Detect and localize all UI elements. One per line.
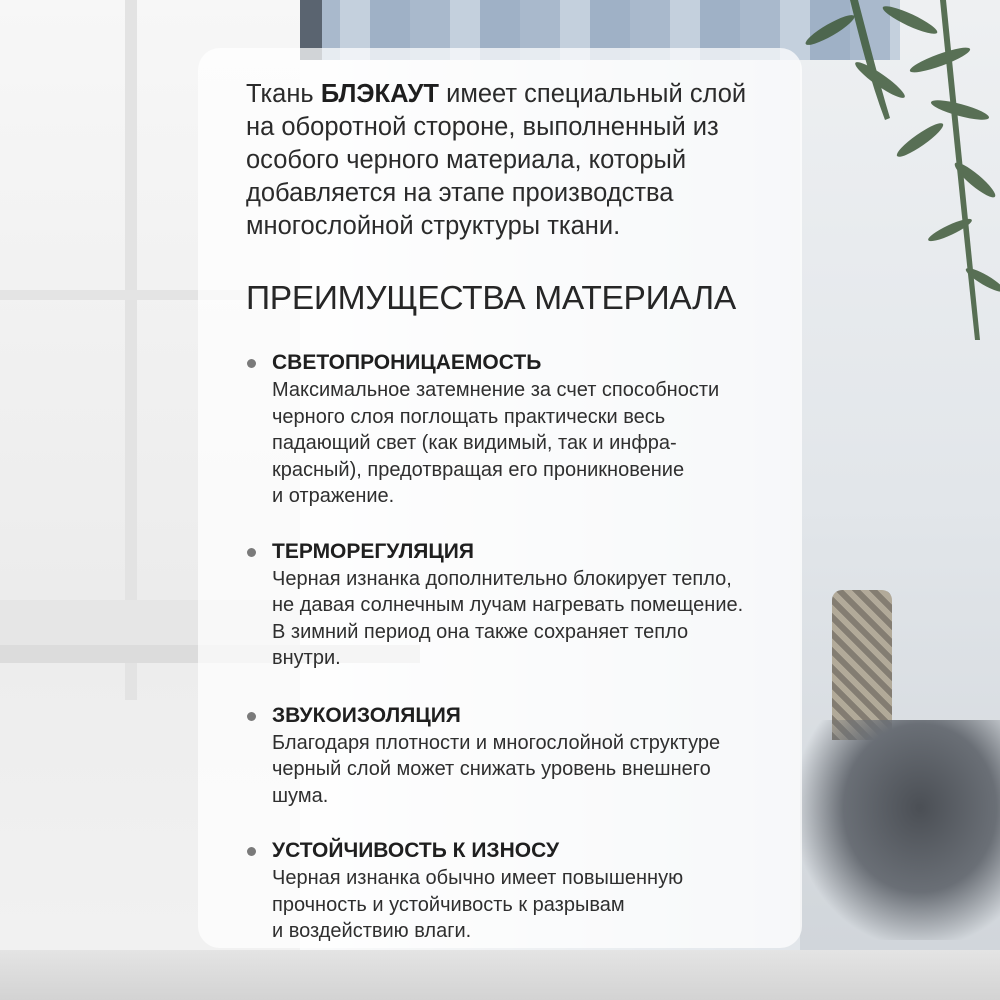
window-frame — [125, 0, 137, 700]
feature-title: ТЕРМОРЕГУЛЯЦИЯ — [272, 539, 474, 563]
bullet-icon — [247, 548, 256, 557]
intro-highlight: БЛЭКАУТ — [320, 80, 439, 108]
feature-description: Максимальное затемнение за счет способности черного слоя поглощать практически весь падающий свет (как видимый, так и инфра- красный), предотвращая его проникновение и отражение. — [272, 379, 720, 507]
bullet-icon — [247, 847, 256, 856]
feature-title: УСТОЙЧИВОСТЬ К ИЗНОСУ — [272, 839, 560, 862]
intro-body: имеет специальный слой на оборотной стороне, выполненный из особого черного материала, который добавляется на этапе производства многослойной структуры ткани. — [246, 80, 747, 240]
features-list — [246, 349, 758, 945]
feature-description: Черная изнанка обычно имеет повышенную прочность и устойчивость к разрывам и воздействию влаги. — [272, 867, 684, 942]
feature-description: Черная изнанка дополнительно блокирует тепло, не давая солнечным лучам нагревать помещение. В зимний период она также сохраняет тепло внутри. — [272, 567, 744, 669]
intro-text — [246, 78, 758, 243]
info-card — [198, 48, 802, 948]
feature-item — [246, 538, 758, 672]
chair-image — [800, 720, 1000, 940]
feature-description: Благодаря плотности и многослойной структуре черный слой может снижать уровень внешнего шума. — [272, 731, 721, 807]
plant-image — [790, 0, 1000, 340]
feature-title: ЗВУКОИЗОЛЯЦИЯ — [272, 703, 461, 727]
bullet-icon — [247, 712, 256, 721]
section-heading: ПРЕИМУЩЕСТВА МАТЕРИАЛА — [246, 280, 736, 317]
floor — [0, 950, 1000, 1000]
basket-image — [832, 590, 892, 740]
feature-item — [246, 837, 758, 945]
feature-item — [246, 349, 758, 510]
feature-title: СВЕТОПРОНИЦАЕМОСТЬ — [272, 351, 542, 374]
feature-item — [246, 702, 758, 810]
intro-prefix: Ткань — [246, 80, 321, 108]
bullet-icon — [247, 359, 256, 368]
